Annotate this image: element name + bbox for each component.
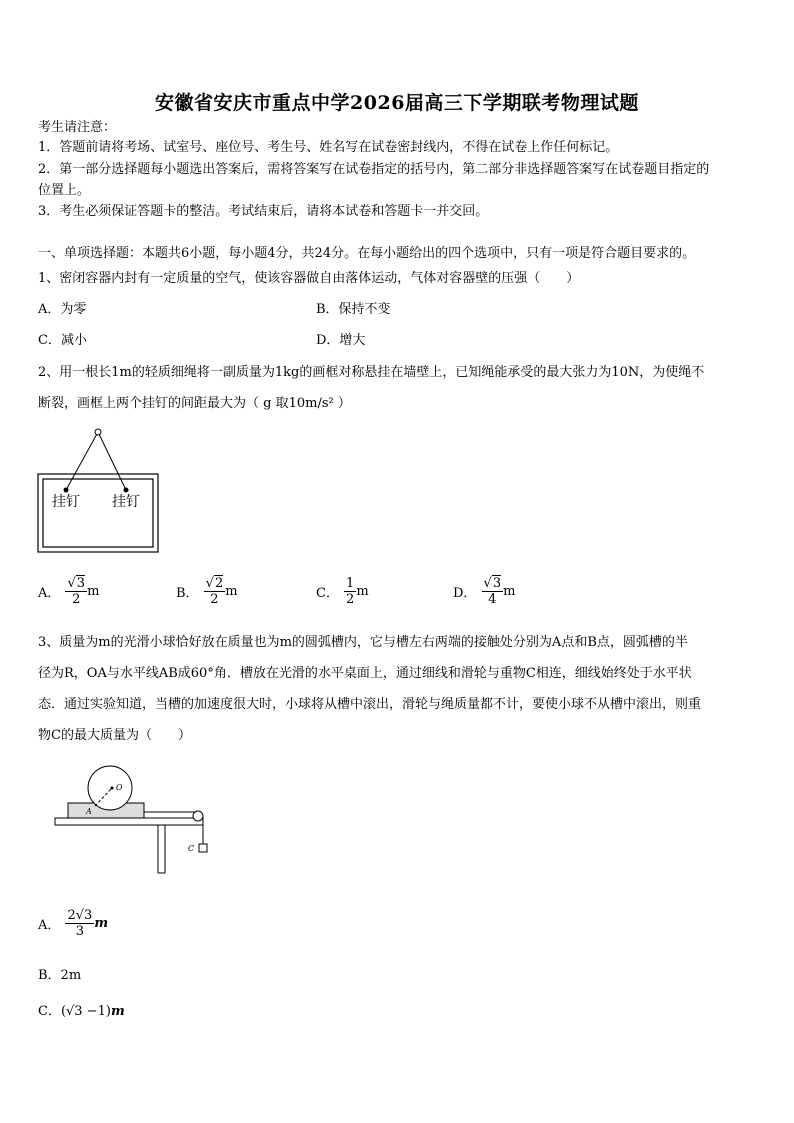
label-a: A [86, 807, 92, 816]
q2-option-b: B． $\frac{√2}{2}$ m [176, 576, 238, 607]
table-top [55, 818, 203, 825]
picture-frame-figure [36, 428, 166, 556]
label-c: C [188, 844, 195, 853]
q1-option-d: D．增大 [316, 333, 366, 348]
q1-option-b: B．保持不变 [316, 302, 391, 317]
q2-stem-line2: 断裂，画框上两个挂钉的间距最大为（ g 取10m/s² ） [38, 396, 351, 411]
q1-option-a: A．为零 [38, 302, 87, 317]
q3-stem-line4: 物C的最大质量为（ ） [38, 728, 191, 743]
q3-stem-line1: 3、质量为m的光滑小球恰好放在质量也为m的圆弧槽内，它与槽左右两端的接触处分别为A点和B点，圆弧槽的半 [38, 635, 688, 650]
frame-outer [38, 474, 158, 552]
q2-option-d: D． $\frac{√3}{4}$ m [453, 576, 516, 607]
groove-pulley-figure [50, 760, 220, 876]
hook-right [124, 488, 129, 493]
q1-option-c: C．减小 [38, 333, 87, 348]
notice-heading: 考生请注意： [38, 120, 117, 135]
pulley [193, 811, 203, 821]
hook-label-right: 挂钉 [112, 494, 140, 510]
label-o: O [116, 783, 123, 792]
q3-stem-line2: 径为R，OA与水平线AB成60°角．槽放在光滑的水平桌面上，通过细线和滑轮与重物C相连，细线始终处于水平状 [38, 666, 692, 681]
q2-stem-line1: 2、用一根长1m的轻质细绳将一副质量为1kg的画框对称悬挂在墙壁上，已知绳能承受的最大张力为10N，为使绳不 [38, 365, 705, 380]
hook-left [64, 488, 69, 493]
q1-stem: 1、密闭容器内封有一定质量的空气，使该容器做自由落体运动，气体对容器壁的压强（ ） [38, 271, 580, 286]
notice-item-3: 3．考生必须保证答题卡的整洁。考试结束后，请将本试卷和答题卡一并交回。 [38, 204, 489, 219]
hook-label-left: 挂钉 [52, 494, 80, 510]
q3-stem-line3: 态．通过实验知道，当槽的加速度很大时，小球将从槽中滚出，滑轮与绳质量都不计，要使小球不从槽中滚出，则重 [38, 697, 702, 712]
wall-nail [95, 429, 101, 435]
q3-option-b: B．2m [38, 968, 82, 983]
q3-option-c: C．(√3 −1)m [38, 1004, 125, 1019]
weight-c [199, 844, 207, 852]
page-title: 安徽省安庆市重点中学2026届高三下学期联考物理试题 [155, 92, 639, 114]
notice-item-2-cont: 位置上。 [38, 183, 91, 198]
frame-inner [43, 479, 153, 547]
section-heading: 一、单项选择题：本题共6小题，每小题4分，共24分。在每小题给出的四个选项中，只有一项是符合题目要求的。 [38, 246, 696, 261]
q2-option-a: A． $\frac{√3}{2}$ m [38, 576, 100, 607]
q3-option-a: A． $\frac{2√3}{3}$ m [38, 908, 109, 939]
table-leg [158, 825, 165, 873]
notice-item-1: 1．答题前请将考场、试室号、座位号、考生号、姓名写在试卷密封线内，不得在试卷上作任何标记。 [38, 140, 619, 155]
ball [88, 766, 132, 810]
q2-option-c: C． $\frac{1}{2}$ m [316, 576, 369, 607]
notice-item-2: 2．第一部分选择题每小题选出答案后，需将答案写在试卷指定的括号内，第二部分非选择题答案写在试卷题目指定的 [38, 162, 710, 177]
